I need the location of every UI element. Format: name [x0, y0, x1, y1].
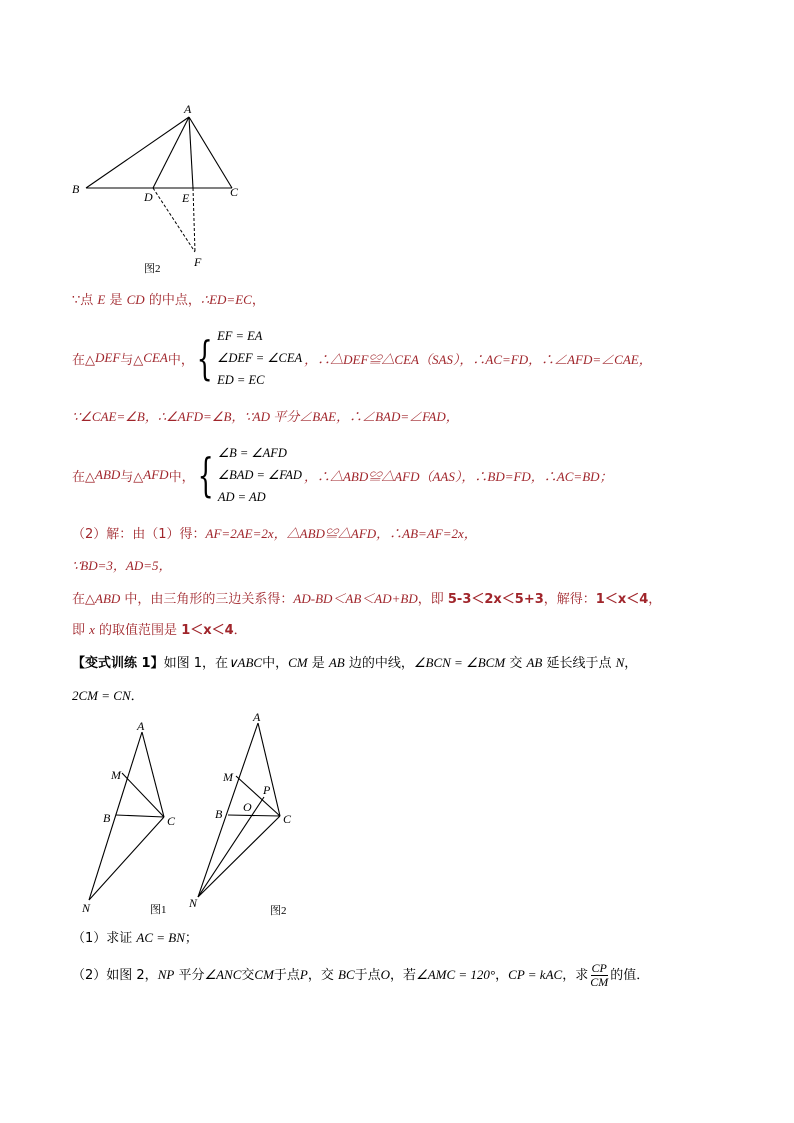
label-a: A [137, 719, 145, 733]
label-d: D [144, 190, 153, 204]
label-a: A [253, 710, 261, 724]
solution-line-3: ∵∠CAE=∠B，∴∠AFD=∠B，∵AD 平分∠BAE，∴∠BAD=∠FAD， [72, 409, 459, 424]
solution-line-6: ∵BD=3，AD=5， [72, 558, 172, 573]
equation: ∠DEF = ∠CEA [217, 351, 303, 365]
solution-line-8: 即 x 的取值范围是 1＜x＜4． [72, 622, 247, 638]
label-o: O [243, 800, 252, 814]
congruence-system-2: 在△ ABD 与△ AFD 中， { ∠B = ∠AFD ∠BAD = ∠FAD AD = AD ，∴△ABD≌△AFD（AAS），∴BD=FD，∴AC=BD； [72, 442, 613, 508]
problem-statement: 【变式训练 1】如图 1，在∨ABC中，CM 是 AB 边的中线，∠BCN = ∠BCM 交 AB 延长线于点 N， [72, 655, 638, 671]
label-m: M [111, 768, 121, 782]
label-c: C [283, 812, 292, 826]
label-c: C [167, 814, 176, 828]
solution-line-1: ∵点 E 是 CD 的中点，∴ED=EC， [72, 292, 265, 308]
label-m: M [223, 770, 233, 784]
figure-1-caption: 图1 [150, 904, 167, 916]
label-a: A [184, 102, 192, 116]
triangle-figure-top [60, 100, 280, 280]
solution-line-5: （2）解：由（1）得：AF=2AE=2x，△ABD≌△AFD，∴AB=AF=2x， [72, 526, 477, 542]
triangle-figure-2 [185, 705, 305, 920]
label-b: B [215, 807, 223, 821]
label-f: F [194, 255, 202, 269]
label-b: B [72, 182, 80, 196]
label-e: E [182, 191, 190, 205]
figure-2-caption: 图2 [270, 905, 287, 917]
question-2: （2）如图 2，NP 平分∠ANC交CM于点P，交 BC于点O，若∠AMC = 120°，CP = kAC，求 $\frac{CP}{CM}$ 的值． [72, 961, 650, 989]
question-1: （1）求证 AC = BN； [72, 930, 198, 946]
label-p: P [263, 783, 271, 797]
equation: ED = EC [217, 373, 265, 387]
problem-statement-cont: 2CM = CN． [72, 688, 144, 704]
label-n: N [189, 896, 198, 910]
equation: AD = AD [217, 490, 266, 504]
fraction-cp-cm: $\frac{CP}{CM}$ [590, 961, 609, 989]
equation: EF = EA [217, 329, 263, 343]
equation: ∠B = ∠AFD [217, 446, 287, 460]
label-n: N [82, 901, 91, 915]
congruence-system-1: 在△ DEF 与△ CEA 中， { EF = EA ∠DEF = ∠CEA ED = EC ，∴△DEF≌△CEA（SAS），∴AC=FD，∴∠AFD=∠CAE， [72, 325, 652, 391]
label-c: C [230, 185, 239, 199]
triangle-figure-1 [70, 715, 190, 920]
figure-caption: 图2 [144, 263, 161, 275]
solution-line-7: 在△ABD 中，由三角形的三边关系得：AD-BD＜AB＜AD+BD，即 5-3＜2x＜5+3，解得：1＜x＜4， [72, 591, 662, 607]
equation: ∠BAD = ∠FAD [217, 468, 302, 482]
label-b: B [103, 811, 111, 825]
